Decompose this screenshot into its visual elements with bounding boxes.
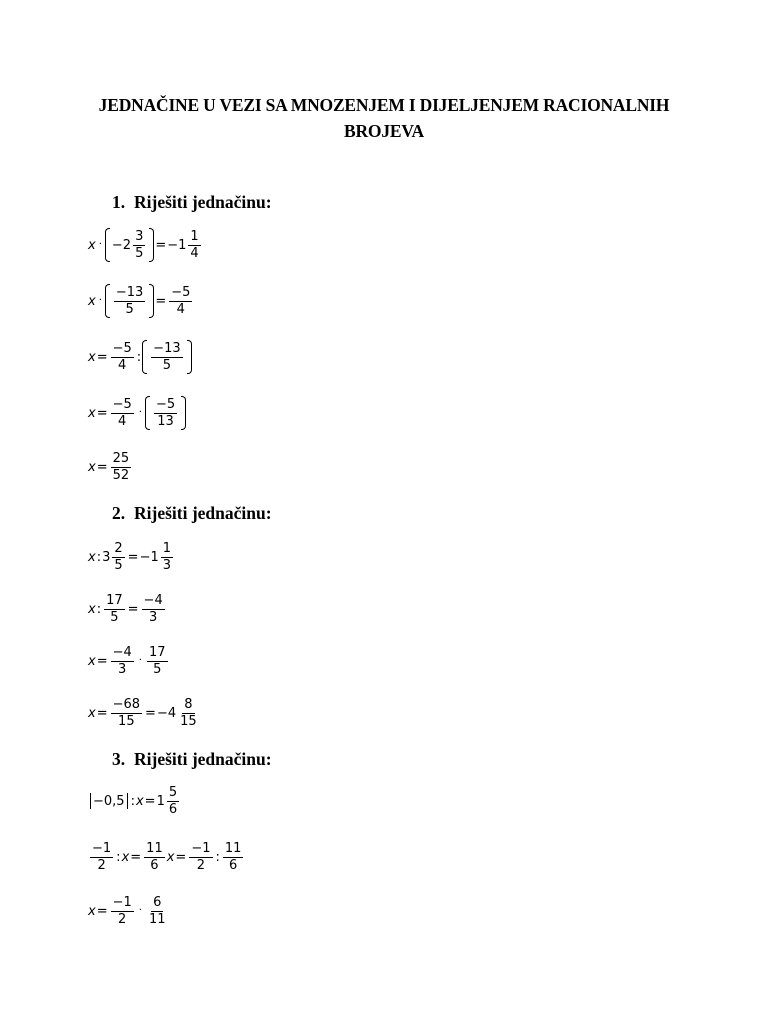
right-paren [149,228,154,262]
equation-1-4: x = $\frac{-5}{4}$ · $\frac{-5}{13}$ [88,393,186,433]
equation-2-2: x : $\frac{17}{5}$ = $\frac{-4}{3}$ [88,592,163,625]
task-number: 3. [112,749,126,769]
task-3-heading [112,749,272,769]
fraction: $\frac{1}{3}$ [162,540,172,573]
abs-bar [90,793,91,809]
equation-2-3: x = $\frac{-4}{3}$ · $\frac{17}{5}$ [88,644,166,677]
fraction: $\frac{11}{6}$ [224,840,242,873]
fraction: $\frac{-1}{2}$ [112,894,132,927]
fraction: $\frac{-1}{2}$ [191,840,211,873]
left-paren [105,284,110,318]
task-number: 1. [112,192,126,212]
fraction: $\frac{5}{6}$ [168,784,178,817]
fraction: $\frac{-13}{5}$ [115,284,144,317]
equation-3-3: x = $\frac{-1}{2}$ · $\frac{6}{11}$ [88,894,166,927]
equation-1-2: x · $\frac{-13}{5}$ = $\frac{-5}{4}$ [88,284,191,317]
fraction: $\frac{-13}{5}$ [153,340,181,373]
equation-2-1: x : 3 $\frac{2}{5}$ = −1 $\frac{1}{3}$ [88,540,172,573]
fraction: $\frac{1}{4}$ [190,228,199,261]
left-paren [105,228,110,262]
fraction: $\frac{-4}{3}$ [112,644,132,677]
fraction: $\frac{3}{5}$ [135,228,144,261]
task-heading-text: Riješiti jednačinu: [134,749,272,769]
task-2-heading [112,503,272,523]
right-paren [149,284,154,318]
fraction: $\frac{2}{5}$ [114,540,123,573]
page-title: JEDNAČINE U VEZI SA MNOZENJEM I DIJELJENJEM RACIONALNIH BROJEVA [98,95,670,141]
left-paren [142,340,147,374]
task-1-heading [112,192,272,212]
fraction: $\frac{11}{6}$ [146,840,163,873]
fraction: $\frac{25}{52}$ [112,450,130,483]
fraction: $\frac{-5}{4}$ [171,284,191,317]
fraction: $\frac{-5}{4}$ [112,340,132,373]
abs-bar [127,793,128,809]
fraction: $\frac{6}{11}$ [148,894,166,927]
right-paren [181,396,186,430]
fraction: $\frac{-4}{3}$ [143,592,163,625]
fraction: $\frac{-5}{4}$ [112,396,132,429]
fraction: $\frac{-68}{15}$ [112,696,141,729]
fraction: $\frac{-5}{13}$ [155,396,176,429]
equation-3-2: $\frac{-1}{2}$ : x = $\frac{11}{6}$ x = $\frac{-1}{2}$ : $\frac{11}{6}$ [92,840,242,873]
fraction: $\frac{17}{5}$ [148,644,166,677]
fraction: $\frac{-1}{2}$ [92,840,112,873]
equation-1-5: x = $\frac{25}{52}$ [88,450,130,483]
equation-1-1: x · −2 $\frac{3}{5}$ = −1 $\frac{1}{4}$ [88,228,199,261]
task-heading-text: Riješiti jednačinu: [134,503,272,523]
task-number: 2. [112,503,126,523]
equation-3-1: −0,5 : x = 1 $\frac{5}{6}$ [88,781,181,821]
fraction: $\frac{17}{5}$ [106,592,123,625]
left-paren [145,396,150,430]
task-heading-text: Riješiti jednačinu: [134,192,272,212]
equation-1-3: x = $\frac{-5}{4}$ : $\frac{-13}{5}$ [88,337,192,377]
fraction: $\frac{8}{15}$ [180,696,197,729]
right-paren [187,340,192,374]
equation-2-4: x = $\frac{-68}{15}$ = −4 $\frac{8}{15}$ [88,696,197,729]
